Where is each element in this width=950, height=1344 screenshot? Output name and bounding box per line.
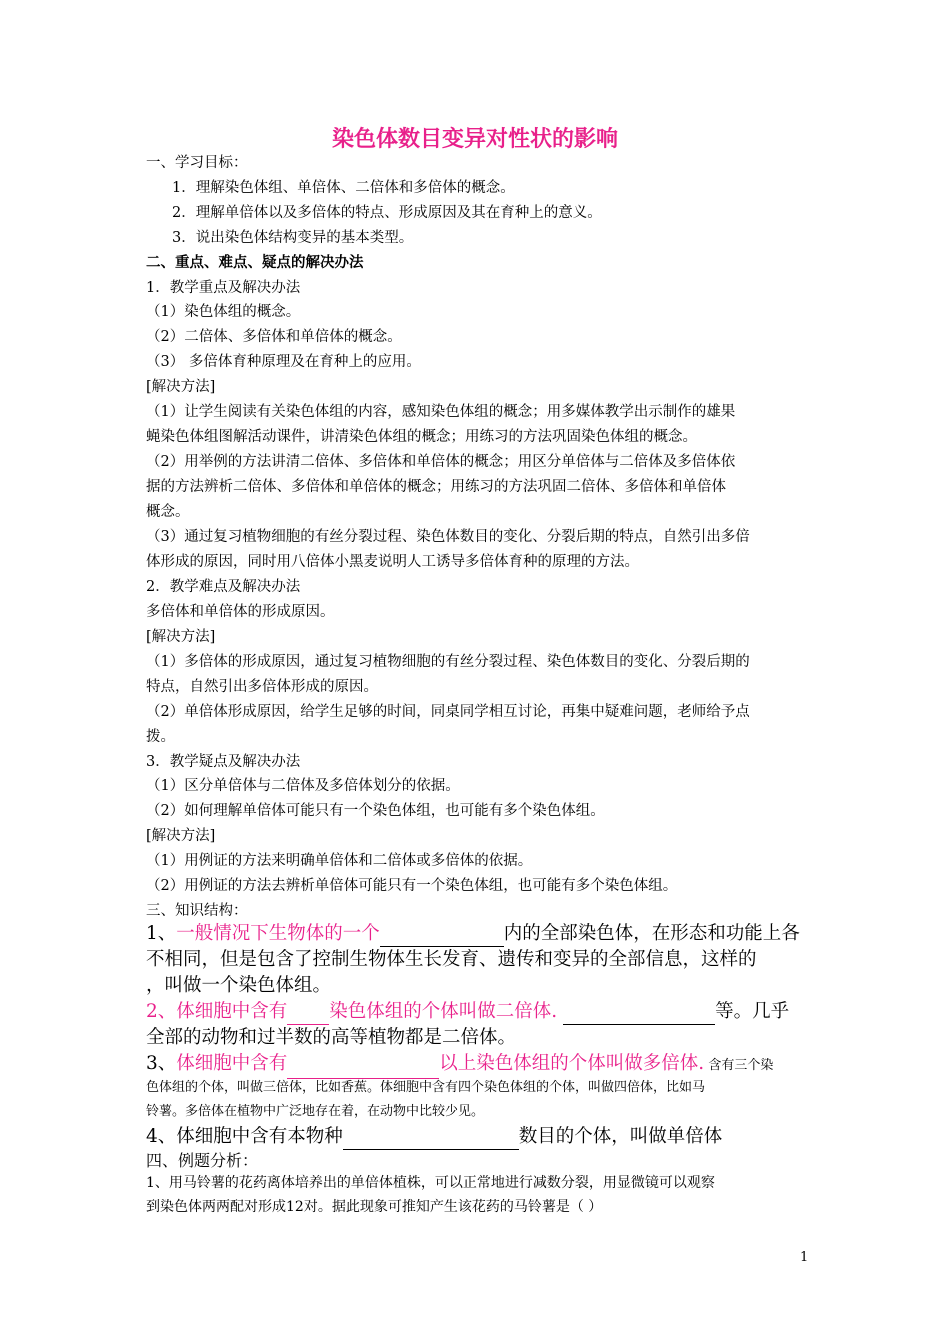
goal-item: 3．说出染色体结构变异的基本类型。	[172, 230, 414, 246]
highlight-text: 一般情况下生物体的一个	[176, 923, 380, 944]
highlight-text: 体细胞中含有	[176, 1053, 288, 1074]
highlight-text: 2、体细胞中含有	[146, 1001, 288, 1022]
fill-blank[interactable]	[343, 1129, 519, 1150]
section-heading-knowledge: 三、知识结构：	[146, 903, 248, 919]
goal-item: 2．理解单倍体以及多倍体的特点、形成原因及其在育种上的意义。	[172, 205, 602, 221]
section-heading-examples: 四、例题分析：	[146, 1151, 259, 1170]
difficulty-text: 多倍体和单倍体的形成原因。	[146, 604, 335, 620]
method-line: （1）用例证的方法来明确单倍体和二倍体或多倍体的依据。	[146, 853, 533, 869]
method-label: [解决方法]	[146, 828, 216, 844]
method-line: 据的方法辨析二倍体、多倍体和单倍体的概念；用练习的方法巩固二倍体、多倍体和单倍体	[146, 479, 726, 495]
method-line: （2）单倍体形成原因，给学生足够的时间，同桌同学相互讨论，再集中疑难问题，老师给予点	[146, 704, 750, 720]
method-line: 概念。	[146, 504, 190, 520]
knowledge-item-1-line: 不相同，但是包含了控制生物体生长发育、遗传和变异的全部信息，这样的	[146, 949, 757, 970]
method-line: （2）用举例的方法讲清二倍体、多倍体和单倍体的概念；用区分单倍体与二倍体及多倍体依	[146, 454, 736, 470]
example-line: 到染色体两两配对形成12对。据此现象可推知产生该花药的马铃薯是（ ）	[146, 1199, 603, 1215]
knowledge-item-3-line: 铃薯。多倍体在植物中广泛地存在着，在动物中比较少见。	[146, 1104, 485, 1119]
section-heading-solutions: 二、重点、难点、疑点的解决办法	[146, 254, 364, 271]
item-text: 等。几乎	[715, 1001, 790, 1022]
item-text: 含有三个染	[704, 1058, 774, 1073]
method-line: （2）用例证的方法去辨析单倍体可能只有一个染色体组，也可能有多个染色体组。	[146, 878, 678, 894]
method-label: [解决方法]	[146, 629, 216, 645]
key-point-item: （3） 多倍体育种原理及在育种上的应用。	[146, 354, 421, 370]
fill-blank[interactable]	[287, 1004, 329, 1025]
knowledge-item-3	[146, 1051, 773, 1079]
fill-blank[interactable]	[380, 926, 504, 947]
subheading-difficulties: 2．教学难点及解决办法	[146, 579, 301, 595]
document-title: 染色体数目变异对性状的影响	[331, 126, 618, 152]
method-line: （3）通过复习植物细胞的有丝分裂过程、染色体数目的变化、分裂后期的特点，自然引出多倍	[146, 529, 750, 545]
knowledge-item-4	[146, 1124, 722, 1150]
item-number: 3、	[146, 1053, 177, 1074]
method-line: （1）多倍体的形成原因，通过复习植物细胞的有丝分裂过程、染色体数目的变化、分裂后期的	[146, 654, 750, 670]
method-line: 蝇染色体组图解活动课件，讲清染色体组的概念；用练习的方法巩固染色体组的概念。	[146, 429, 697, 445]
knowledge-item-2-line: 全部的动物和过半数的高等植物都是二倍体。	[146, 1027, 517, 1048]
section-heading-goals: 一、学习目标：	[146, 155, 248, 171]
page-number: 1	[800, 1250, 809, 1265]
highlight-text: 以上染色体组的个体叫做多倍体.	[439, 1053, 705, 1074]
doubt-item: （2）如何理解单倍体可能只有一个染色体组，也可能有多个染色体组。	[146, 803, 605, 819]
method-label: [解决方法]	[146, 379, 216, 395]
method-line: 拨。	[146, 729, 175, 745]
fill-blank[interactable]	[287, 1058, 439, 1079]
method-line: 特点，自然引出多倍体形成的原因。	[146, 679, 378, 695]
item-number: 1、	[146, 923, 177, 944]
subheading-doubts: 3．教学疑点及解决办法	[146, 754, 301, 770]
highlight-text: 染色体组的个体叫做二倍体.	[329, 1001, 558, 1022]
item-text: 数目的个体，叫做单倍体	[518, 1126, 723, 1147]
item-text: 内的全部染色体，在形态和功能上各	[503, 923, 800, 944]
example-line: 1、用马铃薯的花药离体培养出的单倍体植株，可以正常地进行减数分裂，用显微镜可以观察	[146, 1175, 715, 1191]
key-point-item: （2）二倍体、多倍体和单倍体的概念。	[146, 329, 402, 345]
knowledge-item-1	[146, 921, 800, 947]
goal-item: 1．理解染色体组、单倍体、二倍体和多倍体的概念。	[172, 180, 515, 196]
knowledge-item-2	[146, 999, 789, 1025]
method-line: （1）让学生阅读有关染色体组的内容，感知染色体组的概念；用多媒体教学出示制作的雄果	[146, 404, 736, 420]
fill-blank[interactable]	[563, 1004, 715, 1025]
doubt-item: （1）区分单倍体与二倍体及多倍体划分的依据。	[146, 778, 460, 794]
method-line: 体形成的原因，同时用八倍体小黑麦说明人工诱导多倍体育种的原理的方法。	[146, 554, 639, 570]
subheading-key-points: 1．教学重点及解决办法	[146, 280, 301, 296]
key-point-item: （1）染色体组的概念。	[146, 304, 301, 320]
item-text: 4、体细胞中含有本物种	[146, 1126, 343, 1147]
knowledge-item-1-line: ，叫做一个染色体组。	[146, 975, 332, 996]
knowledge-item-3-line: 色体组的个体，叫做三倍体，比如香蕉。体细胞中含有四个染色体组的个体，叫做四倍体，比如马	[146, 1080, 706, 1095]
